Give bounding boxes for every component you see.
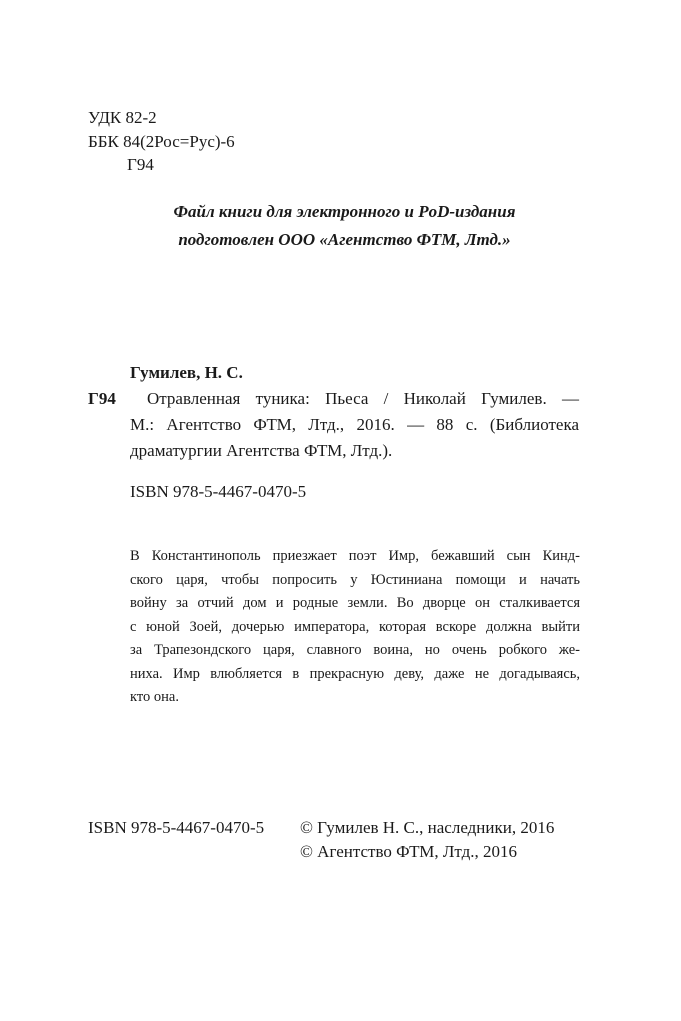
abstract-line: с юной Зоей, дочерью императора, которая вскоре должна выйти [130, 619, 580, 635]
abstract-line: за Трапезондского царя, славного воина, но очень робкого же- [130, 642, 580, 658]
notice-line-2: подготовлен ООО «Агентство ФТМ, Лтд.» [178, 230, 511, 249]
footer-isbn: ISBN 978-5-4467-0470-5 [88, 818, 265, 837]
abstract-line: кто она. [130, 689, 179, 705]
copyright-publisher: © Агентство ФТМ, Лтд., 2016 [300, 842, 518, 861]
udk-code: УДК 82-2 [88, 108, 157, 127]
copyright-author: © Гумилев Н. С., наследники, 2016 [300, 818, 555, 837]
bib-line-2: М.: Агентство ФТМ, Лтд., 2016. — 88 с. (Библиотека [130, 415, 579, 434]
bib-isbn: ISBN 978-5-4467-0470-5 [130, 482, 307, 501]
abstract-line: В Константинополь приезжает поэт Имр, бежавший сын Кинд- [130, 548, 580, 564]
abstract-line: ниха. Имр влюбляется в прекрасную деву, даже не догадываясь, [130, 666, 580, 682]
author-mark: Г94 [127, 155, 154, 174]
notice-line-1: Файл книги для электронного и PoD-издания [173, 202, 516, 221]
abstract-line: войну за отчий дом и родные земли. Во дворце он сталкивается [130, 595, 580, 611]
bbk-code: ББК 84(2Рос=Рус)-6 [88, 132, 235, 151]
abstract-line: ского царя, чтобы попросить у Юстиниана помощи и начать [130, 572, 580, 588]
author-heading: Гумилев, Н. С. [130, 363, 243, 382]
bib-line-3: драматургии Агентства ФТМ, Лтд.). [130, 441, 393, 460]
bib-line-1: Отравленная туника: Пьеса / Николай Гумилев. — [147, 389, 579, 408]
bib-author-mark: Г94 [88, 389, 116, 408]
